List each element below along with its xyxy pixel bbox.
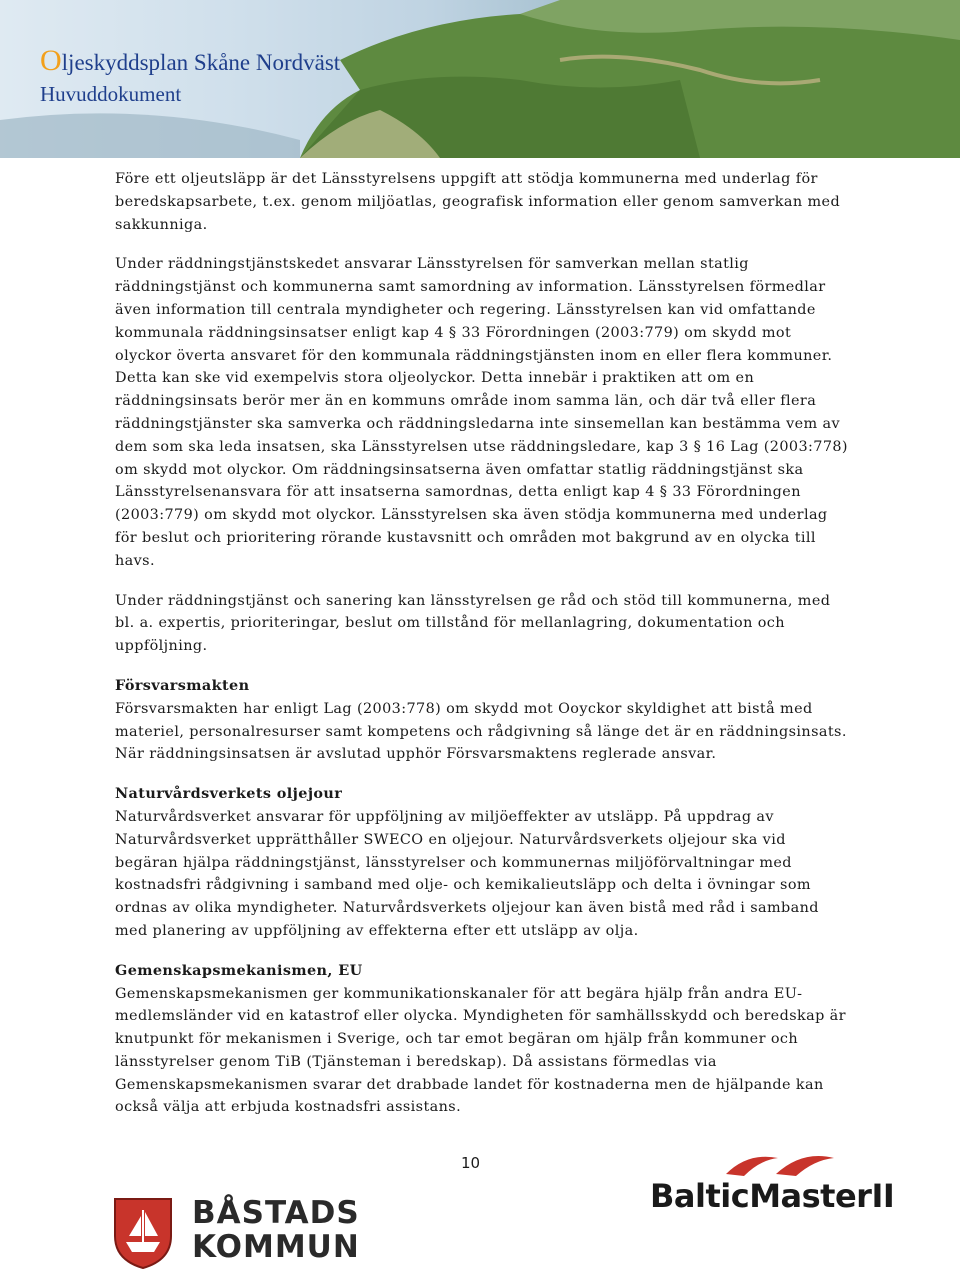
logo-left-line2: KOMMUN [192, 1229, 360, 1265]
logo-left-line1: BÅSTADS [192, 1195, 360, 1231]
section-text-forsvarsmakten: Försvarsmakten har enligt Lag (2003:778) om skydd mot Ooyckor skyldighet att bistå med materiel, personalresurser samt kompetens och rådgivning så länge det är en räddningsinsats. När räddningsinsatsen är avslutad upphör Försvarsmaktens reglerade ansvar. [115, 700, 847, 763]
main-content [115, 168, 850, 1136]
section-heading-oljejour: Naturvårdsverkets oljejour [115, 785, 343, 803]
section-heading-forsvarsmakten: Försvarsmakten [115, 676, 250, 694]
header-banner [0, 0, 960, 158]
page-number: 10 [461, 1154, 481, 1172]
bastads-kommun-logo [112, 1195, 360, 1270]
section-text-gemenskapsmekanismen: Gemenskapsmekanismen ger kommunikationskanaler för att begära hjälp från andra EU-medlemsländer vid en katastrof eller olycka. Myndigheten för samhällsskydd och beredskap är knutpunkt för mekanismen i Sverige, och tar emot begäran om hjälp från kommuner och länsstyrelser genom TiB (Tjänsteman i beredskap). Då assistans förmedlas via Gemenskapsmekanismen svarar det drabbade landet för kostnaderna men de hjälpande kan också välja att erbjuda kostnadsfri assistans. [115, 985, 846, 1116]
paragraph-3: Under räddningstjänst och sanering kan länsstyrelsen ge råd och stöd till kommunerna, med bl. a. expertis, prioriteringar, beslut om tillstånd för mellanlagring, dokumentation och uppföljning. [115, 592, 831, 655]
paragraph-2: Under räddningstjänstskedet ansvarar Länsstyrelsen för samverkan mellan statlig räddningstjänst och kommunerna samt samordning av information. Länsstyrelsen förmedlar även information till centrala myndigheter och regering. Länsstyrelsen kan vid omfattande kommunala räddningsinsatser enligt kap 4 § 33 Förordningen (2003:779) om skydd mot olyckor överta ansvaret för den kommunala räddningstjänsten inom en eller flera kommuner. Detta kan ske vid exempelvis stora oljeolyckor. Detta innebär i praktiken att om en räddningsinsats berör mer än en kommuns område inom samma län, och där två eller flera räddningstjänster ska samverka och räddningsledarna inte sinsemellan kan bestämma vem av dem som ska leda insatsen, ska Länsstyrelsen utse räddningsledare, kap 3 § 16 Lag (2003:778) om skydd mot olyckor. Om räddningsinsatserna även omfattar statlig räddningstjänst ska Länsstyrelsenansvara för att insatserna samordnas, detta enligt kap 4 § 33 Förordningen (2003:779) om skydd mot olyckor. Länsstyrelsen ska även stödja kommunerna med underlag för beslut och prioritering rörande kustavsnitt och områden mot bakgrund av en olycka till havs. [115, 256, 848, 569]
paragraph-1: Före ett oljeutsläpp är det Länsstyrelsens uppgift att stödja kommunerna med underlag för beredskapsarbete, t.ex. genom miljöatlas, geografisk information eller genom samverkan med sakkunniga. [115, 171, 841, 233]
coastline-photo [0, 0, 960, 158]
section-text-oljejour: Naturvårdsverket ansvarar för uppföljning av miljöeffekter av utsläpp. På uppdrag av Naturvårdsverket upprätthåller SWECO en oljejour. Naturvårdsverkets oljejour ska vid begäran hjälpa räddningstjänst, länsstyrelser och kommunernas miljöförvaltningar med kostnadsfri rådgivning i samband med olje- och kemikalieutsläpp och delta i övningar som ordnas av olika myndigheter. Naturvårdsverkets oljejour kan även bistå med råd i samband med planering av uppföljning av effekterna efter ett utsläpp av olja. [115, 808, 819, 939]
balticmaster-wordmark: BalticMasterII [650, 1177, 895, 1215]
swoosh-icon [648, 1150, 910, 1180]
document-subtitle: Huvuddokument [40, 82, 182, 106]
title-initial: O [40, 44, 62, 77]
section-heading-gemenskapsmekanismen: Gemenskapsmekanismen, EU [115, 961, 363, 979]
bastads-kommun-wordmark [192, 1196, 360, 1264]
title-rest: ljeskyddsplan Skåne Nordväst [61, 50, 341, 75]
document-title [40, 44, 340, 78]
coat-of-arms-icon [112, 1196, 174, 1270]
balticmaster-logo [648, 1150, 910, 1225]
